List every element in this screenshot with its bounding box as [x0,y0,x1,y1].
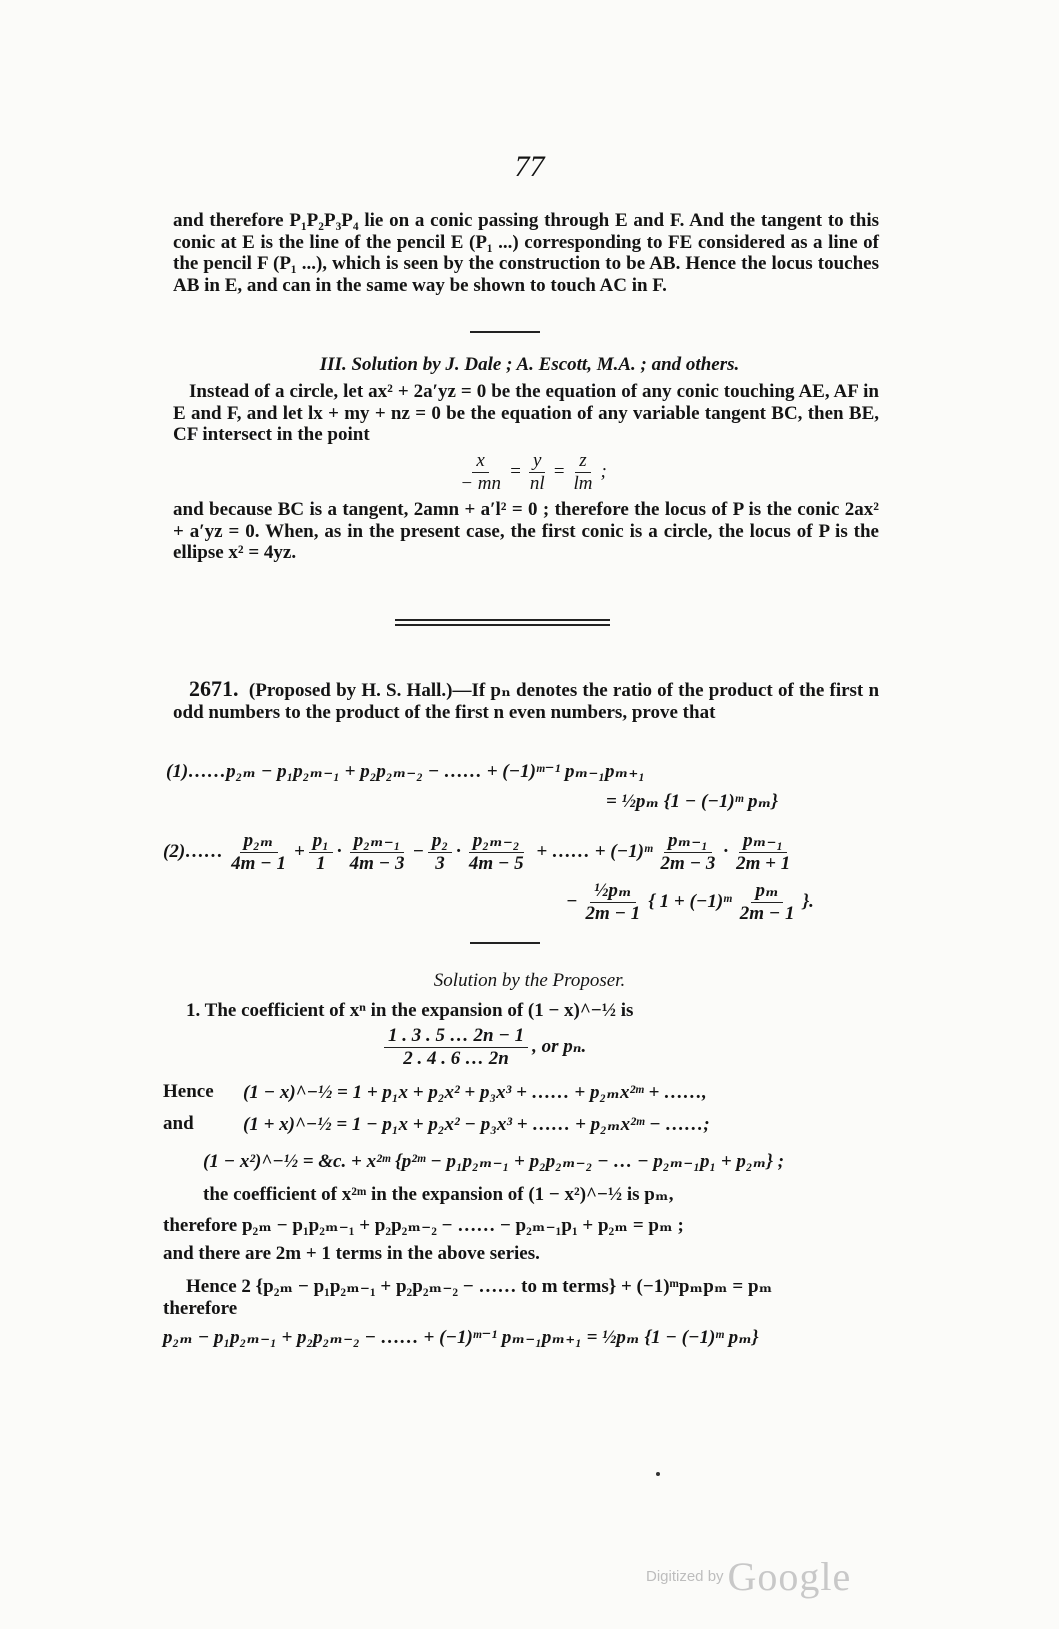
equation-1-left: (1)……p₂ₘ − p₁p₂ₘ₋₁ + p₂p₂ₘ₋₂ − …… + (−1)ᵐ⁻¹ pₘ₋₁pₘ₊₁ [166,761,645,782]
fraction: $\frac{x}{- mn}$ [460,450,502,494]
hence-label: Hence [163,1081,214,1102]
equation-intersection-point: $\frac{x}{- mn}$ = $\frac{y}{nl}$ = $\frac{z}{lm}$ ; [0,450,1059,495]
problem-number: 2671. [189,676,239,701]
equation-1-right: = ½pₘ {1 − (−1)ᵐ pₘ} [606,791,779,812]
section-divider-bottom [395,624,610,626]
paragraph-conic-conclusion: and therefore P₁P₂P₃P₄ lie on a conic passing through E and F. And the tangent to this conic at E is the line of the pencil E (P₁ ...) corresponding to FE considered as a line of the pencil F (P₁ ...), which is seen by the construction to be AB. Hence the locus touches AB in E, and can in the same way be shown to touch AC in F. [173,210,879,296]
equation-product-expansion: (1 − x²)^−½ = &c. + x²ᵐ {p²ᵐ − p₁p₂ₘ₋₁ + p₂p₂ₘ₋₂ − … − p₂ₘ₋₁p₁ + p₂ₘ} ; [203,1151,785,1172]
paragraph-instead-of-circle: Instead of a circle, let ax² + 2a′yz = 0 be the equation of any conic touching AE, AF in E and F, and let lx + my + nz = 0 be the equation of any variable tangent BC, then BE, CF intersect in the point [173,381,879,445]
therefore-equation: therefore p₂ₘ − p₁p₂ₘ₋₁ + p₂p₂ₘ₋₂ − …… − p₂ₘ₋₁p₁ + p₂ₘ = pₘ ; [163,1215,684,1236]
google-logo: Google [727,1554,852,1599]
final-equation: p₂ₘ − p₁p₂ₘ₋₁ + p₂p₂ₘ₋₂ − …… + (−1)ᵐ⁻¹ pₘ₋₁pₘ₊₁ = ½pₘ {1 − (−1)ᵐ pₘ} [163,1327,759,1348]
terms-count-line: and there are 2m + 1 terms in the above series. [163,1243,540,1264]
section-divider-top [395,619,610,621]
equation-2-line-2: − $\frac{\text{½pₘ}}{2m - 1}$ { 1 + (−1)ᵐ $\frac{\text{pₘ}}{2m - 1}$ }. [566,880,814,924]
fraction: $\frac{z}{lm}$ [573,450,593,494]
equation-expansion-plus: (1 + x)^−½ = 1 − p₁x + p₂x² − p₃x³ + …… + p₂ₘx²ᵐ − ……; [243,1114,710,1135]
solution-proposer-heading: Solution by the Proposer. [433,970,626,991]
solution-3-heading: III. Solution by J. Dale ; A. Escott, M.A. ; and others. [319,354,740,375]
digitized-label: Digitized by [646,1568,724,1585]
equation-coefficient-fraction: $\frac{1 . 3 . 5 \dots 2n - 1}{2 . 4 . 6 \dots 2n}$ , or pₙ. [380,1025,586,1070]
hence-sum-equation: Hence 2 {p₂ₘ − p₁p₂ₘ₋₁ + p₂p₂ₘ₋₂ − …… to m terms} + (−1)ᵐpₘpₘ = pₘ [186,1276,773,1297]
coefficient-line: the coefficient of x²ᵐ in the expansion of (1 − x²)^−½ is pₘ, [203,1184,674,1205]
fraction: $\frac{y}{nl}$ [529,450,545,494]
short-divider-2 [470,942,540,944]
problem-2671-statement [173,678,879,723]
problem-text: (Proposed by H. S. Hall.)—If pₙ denotes the ratio of the product of the first n odd numbers to the product of the first n even numbers, prove that [173,680,880,723]
page-number: 77 [514,150,545,183]
solution-step-1: 1. The coefficient of xⁿ in the expansion of (1 − x)^−½ is [186,1000,634,1021]
therefore-label: therefore [163,1298,238,1319]
and-label: and [163,1113,194,1134]
equation-expansion-minus: (1 − x)^−½ = 1 + p₁x + p₂x² + p₃x³ + …… + p₂ₘx²ᵐ + ……, [243,1082,707,1103]
short-divider [470,331,540,333]
speck [656,1472,660,1476]
equation-2-line-1: (2)…… $\frac{\text{p₂ₘ}}{4m - 1}$ + $\frac{\text{p₁}}{1}$ · $\frac{\text{p₂ₘ₋₁}}{4m - 3}$ − $\frac{\text{p₂}}{3}$ · $\frac{\text{p₂ₘ₋₂}}{4m - 5}$ + …… + (−1)ᵐ $\frac{\text{pₘ₋₁}}{2m - 3}$ · $\frac{\text{pₘ₋₁}}{2m + 1}$ [163,830,791,874]
paragraph-tangent-locus: and because BC is a tangent, 2amn + a′l² = 0 ; therefore the locus of P is the conic 2ax² + a′yz = 0. When, as in the present case, the first conic is a circle, the locus of P is the ellipse x² = 4yz. [173,499,879,563]
digitized-by-google-watermark [646,1553,876,1600]
